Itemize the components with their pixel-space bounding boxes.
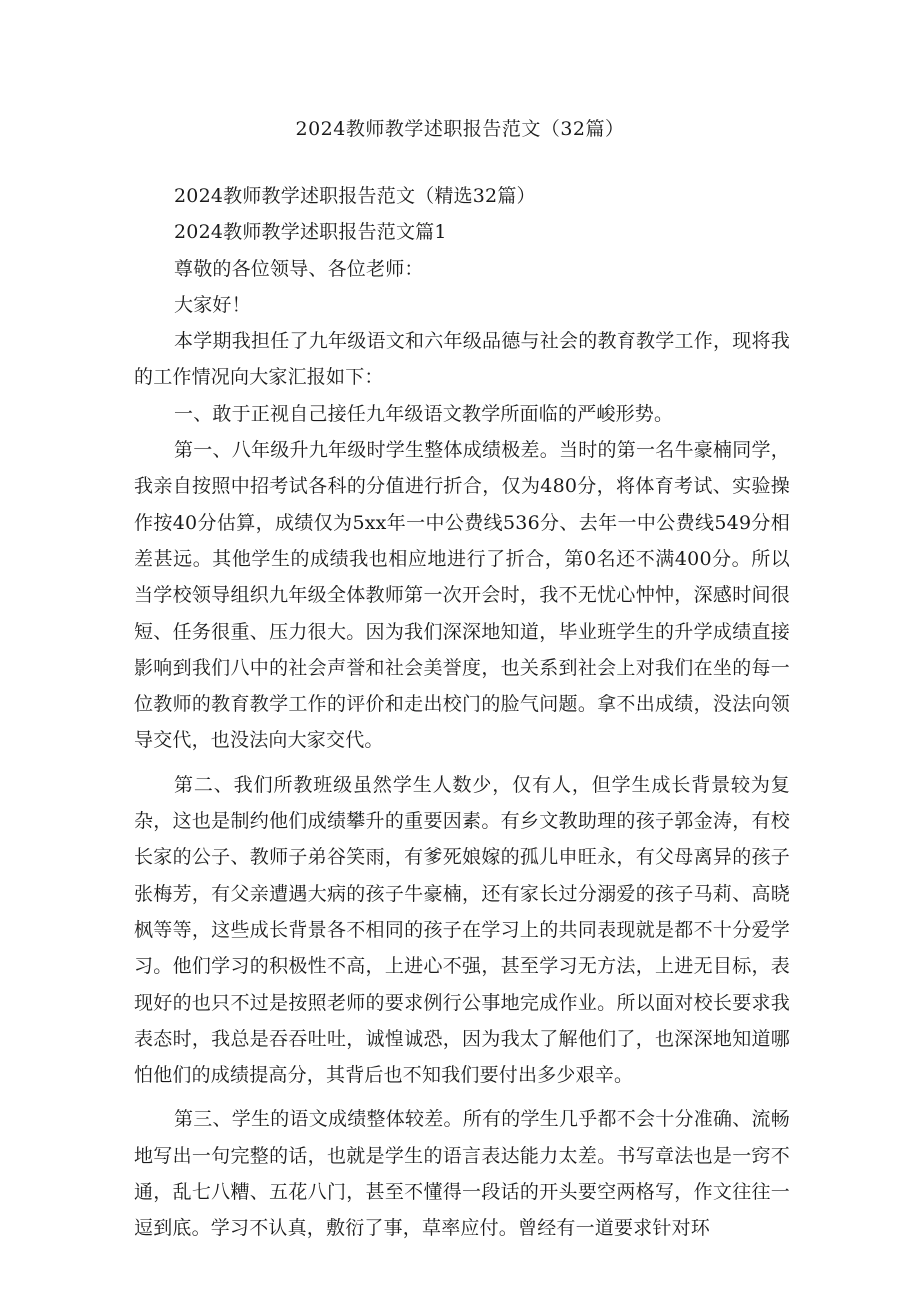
paragraph-intro: 本学期我担任了九年级语文和六年级品德与社会的教育教学工作，现将我的工作情况向大家汇报如下： (134, 330, 790, 389)
document-title: 2024教师教学述职报告范文（32篇） (295, 118, 625, 140)
paragraph-third: 第三、学生的语文成绩整体较差。所有的学生几乎都不会十分准确、流畅地写出一句完整的话，也就是学生的语言表达能力太差。书写章法也是一窍不通，乱七八糟、五花八门，甚至不懂得一段话的开头要空两格写，作文往往一逗到底。学习不认真，敷衍了事，草率应付。曾经有一道要求针对环 (134, 1108, 790, 1240)
paragraph-section-heading: 2024教师教学述职报告范文篇1 (174, 221, 447, 244)
paragraph-greeting: 大家好！ (174, 293, 251, 316)
paragraph-point-heading: 一、敢于正视自己接任九年级语文教学所面临的严峻形势。 (174, 402, 674, 425)
paragraph-first: 第一、八年级升九年级时学生整体成绩极差。当时的第一名牛豪楠同学，我亲自按照中招考试各科的分值进行折合，仅为480分，将体育考试、实验操作按40分估算，成绩仅为5xx年一中公费线536分、去年一中公费线549分相差甚远。其他学生的成绩我也相应地进行了折合，第0名还不满400分。所以当学校领导组织九年级全体教师第一次开会时，我不无忧心忡忡，深感时间很短、任务很重、压力很大。因为我们深深地知道，毕业班学生的升学成绩直接影响到我们八中的社会声誉和社会美誉度，也关系到社会上对我们在坐的每一位教师的教育教学工作的评价和走出校门的脸气问题。拿不出成绩，没法向领导交代，也没法向大家交代。 (134, 439, 790, 752)
paragraph-salutation: 尊敬的各位领导、各位老师： (174, 257, 424, 280)
document-body (134, 178, 790, 1247)
paragraph-subtitle: 2024教师教学述职报告范文（精选32篇） (174, 185, 536, 207)
paragraph-second: 第二、我们所教班级虽然学生人数少，仅有人，但学生成长背景较为复杂，这也是制约他们成绩攀升的重要因素。有乡文教助理的孩子郭金涛，有校长家的公子、教师子弟谷笑雨，有爹死娘嫁的孤儿申旺永，有父母离异的孩子张梅芳，有父亲遭遇大病的孩子牛豪楠，还有家长过分溺爱的孩子马莉、高晓枫等等，这些成长背景各不相同的孩子在学习上的共同表现就是都不十分爱学习。他们学习的积极性不高，上进心不强，甚至学习无方法，上进无目标，表现好的也只不过是按照老师的要求例行公事地完成作业。所以面对校长要求我表态时，我总是吞吞吐吐，诚惶诚恐，因为我太了解他们了，也深深地知道哪怕他们的成绩提高分，其背后也不知我们要付出多少艰辛。 (134, 773, 790, 1087)
